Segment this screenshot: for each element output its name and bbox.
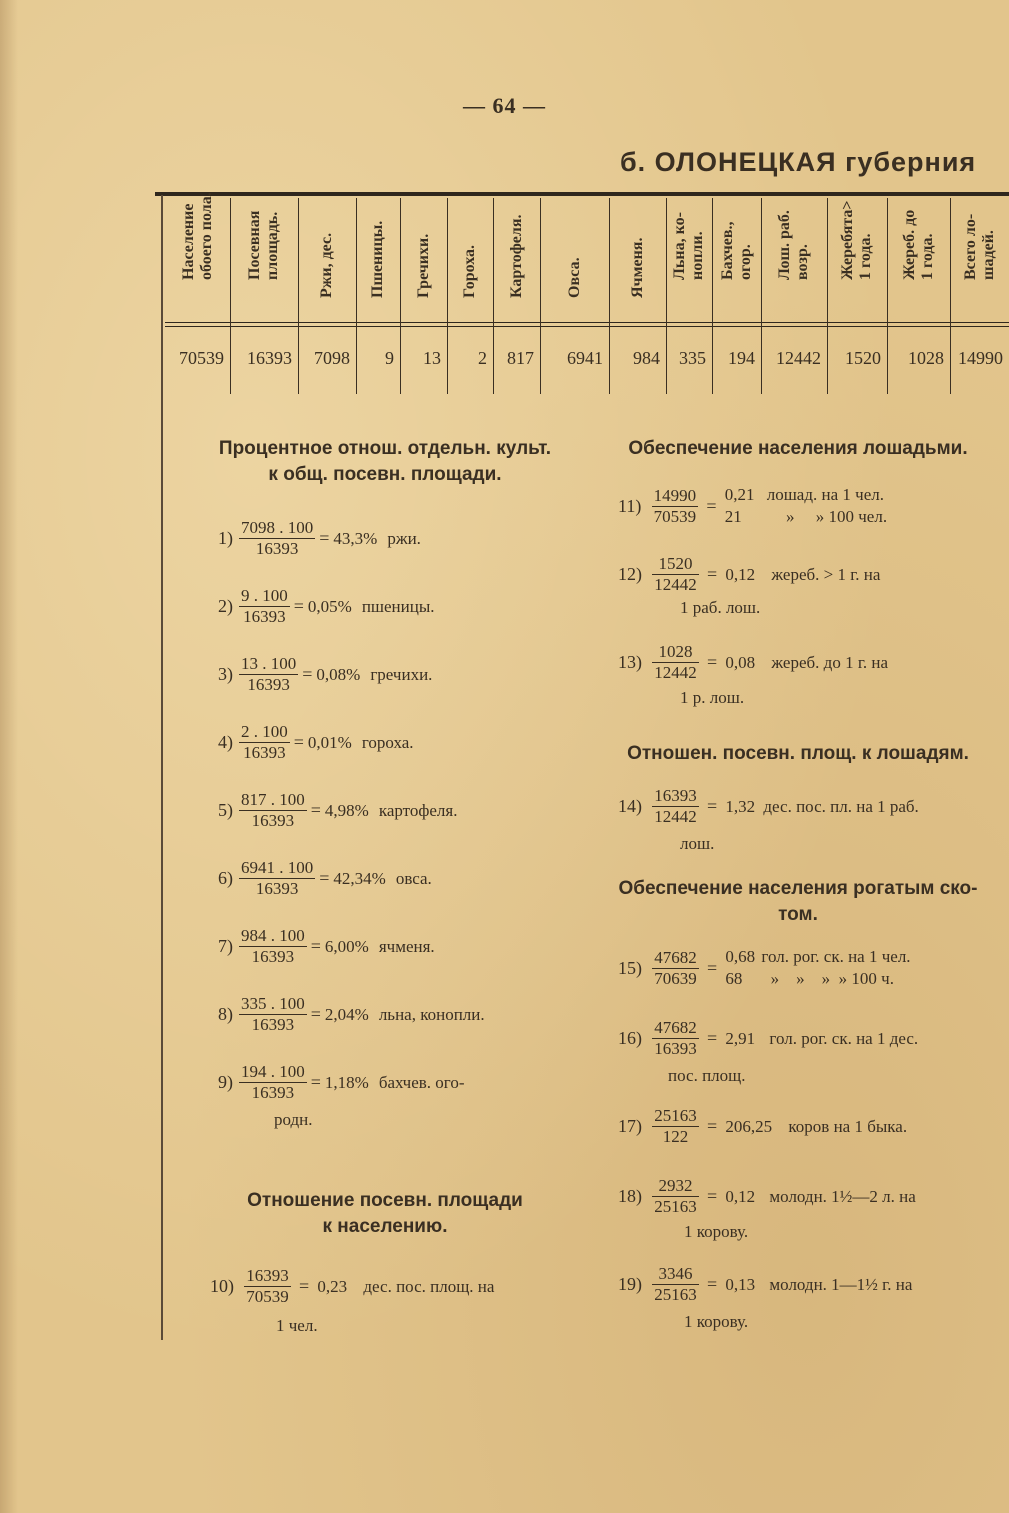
numerator: 335 . 100 — [241, 994, 305, 1013]
result: 0,13 — [725, 1274, 756, 1294]
result-text: молодн. 1½—2 л. на — [769, 1186, 916, 1206]
equals-sign: = — [302, 664, 313, 684]
denominator: 16393 — [251, 1015, 295, 1034]
result: 1,18% — [324, 1072, 369, 1092]
table-cell: 70539 — [179, 348, 224, 368]
formula-number: 11) — [618, 495, 642, 516]
binding-shadow — [0, 0, 18, 1513]
numerator: 817 . 100 — [241, 790, 305, 809]
formula-number: 4) — [218, 732, 233, 752]
result-pair — [725, 946, 910, 990]
fraction — [652, 1264, 699, 1305]
equals-sign: = — [707, 1116, 718, 1136]
column-divider — [827, 198, 828, 394]
formula-18-continuation: 1 корову. — [684, 1222, 749, 1241]
fraction — [652, 486, 699, 527]
formula-10-continuation: 1 чел. — [276, 1316, 318, 1335]
left-title-line-2: к общ. посевн. площади. — [268, 464, 502, 485]
column-header — [671, 200, 706, 318]
column-header — [961, 200, 997, 318]
right-title-3-line-2: том. — [778, 904, 818, 925]
result-text: гол. рог. ск. на 1 чел. — [761, 947, 911, 966]
column-header-label: Всего ло- шадей. — [961, 213, 997, 280]
result: 0,08 — [725, 652, 756, 672]
table-cell: 1520 — [845, 348, 881, 368]
page-left-rule — [161, 195, 163, 1340]
column-divider — [666, 198, 667, 394]
column-header — [561, 200, 589, 318]
denominator: 16393 — [243, 607, 286, 626]
fraction — [652, 642, 699, 683]
fraction — [239, 722, 290, 763]
numerator: 14990 — [653, 485, 697, 505]
formula-3 — [218, 654, 432, 695]
table-cell: 16393 — [247, 348, 292, 368]
result: 1,32 — [725, 796, 756, 816]
right-title-1: Обеспечение населения лошадьми. — [628, 438, 968, 459]
numerator: 13 . 100 — [241, 654, 297, 673]
column-header — [839, 200, 874, 318]
result-text: ржи. — [387, 528, 421, 548]
numerator: 984 . 100 — [241, 926, 305, 945]
numerator: 47682 — [654, 947, 697, 967]
result: 43,3% — [333, 528, 378, 548]
denominator: 16393 — [251, 947, 295, 966]
column-header-label: Население обоего пола. — [179, 192, 215, 280]
result: 0,23 — [317, 1276, 348, 1296]
column-divider — [230, 198, 231, 394]
denominator: 16393 — [243, 743, 286, 762]
result: 0,05% — [307, 596, 352, 616]
table-cell: 14990 — [958, 348, 1003, 368]
column-header-label: Лош. раб. возр. — [776, 210, 811, 280]
formula-12-continuation: 1 раб. лош. — [680, 598, 761, 617]
numerator: 3346 — [652, 1264, 699, 1285]
equals-sign: = — [293, 596, 304, 616]
formula-18 — [618, 1176, 916, 1217]
equals-sign: = — [319, 868, 330, 888]
result: 0,01% — [307, 732, 352, 752]
left-title-line-1: Процентное отнош. отдельн. культ. — [218, 438, 552, 459]
numerator: 47682 — [654, 1018, 697, 1037]
result-text: льна, конопли. — [378, 1004, 485, 1024]
column-header — [776, 200, 811, 318]
result-text: ячменя. — [378, 936, 435, 956]
column-header-label: Ржи, дес. — [318, 232, 335, 298]
formula-6 — [218, 858, 432, 899]
formula-number: 8) — [218, 1004, 233, 1024]
numerator: 9 . 100 — [241, 586, 288, 605]
formula-17 — [618, 1106, 907, 1147]
column-divider — [609, 198, 610, 394]
column-header — [718, 200, 754, 318]
result-text: коров на 1 быка. — [788, 1116, 908, 1136]
fraction — [239, 1062, 307, 1103]
formula-number: 12) — [618, 564, 642, 584]
equals-sign: = — [319, 528, 330, 548]
table-cell: 2 — [478, 348, 487, 368]
equals-sign: = — [310, 1072, 321, 1092]
column-header — [179, 192, 215, 318]
formula-4 — [218, 722, 414, 763]
table-cell: 7098 — [314, 348, 350, 368]
equals-sign: = — [707, 652, 718, 672]
fraction — [239, 858, 315, 899]
result-text: лошад. на 1 чел. — [766, 485, 884, 504]
formula-number: 2) — [218, 596, 233, 616]
denominator: 70539 — [246, 1287, 289, 1306]
formula-number: 15) — [618, 957, 642, 978]
column-header-label: Жереб. до 1 года. — [900, 209, 936, 280]
denominator: 12442 — [654, 663, 697, 682]
equals-sign: = — [293, 732, 304, 752]
numerator: 1028 — [652, 642, 699, 663]
formula-14-continuation: лош. — [680, 834, 715, 853]
equals-sign: = — [707, 1274, 718, 1294]
result-text: картофеля. — [378, 800, 458, 820]
formula-16 — [618, 1018, 918, 1059]
table-header-rule-2 — [165, 326, 1009, 327]
column-divider — [887, 198, 888, 394]
result-line-2 — [725, 968, 910, 990]
denominator: 122 — [662, 1127, 689, 1146]
result: 0,12 — [725, 1186, 756, 1206]
formula-number: 13) — [618, 652, 642, 672]
table-cell: 984 — [633, 348, 660, 368]
numerator: 6941 . 100 — [241, 858, 314, 877]
result: 2,91 — [725, 1028, 756, 1048]
formula-9-continuation: родн. — [274, 1110, 313, 1129]
column-header — [624, 200, 652, 318]
result-text: » » 100 чел. — [785, 507, 888, 526]
column-header — [900, 200, 936, 318]
formula-9 — [218, 1062, 465, 1103]
fraction — [652, 1106, 699, 1147]
fraction — [652, 554, 699, 595]
denominator: 70539 — [653, 506, 697, 526]
column-header-label: Картофеля. — [507, 214, 525, 298]
denominator: 16393 — [247, 675, 290, 694]
fraction — [239, 994, 307, 1035]
column-header-label: Жеребята> 1 года. — [839, 200, 874, 280]
formula-5 — [218, 790, 457, 831]
result-text: молодн. 1—1½ г. на — [769, 1274, 913, 1294]
result-line-2 — [725, 506, 887, 528]
numerator: 1520 — [652, 554, 699, 575]
column-divider — [712, 198, 713, 394]
table-cell: 1028 — [908, 348, 944, 368]
fraction — [652, 786, 699, 827]
table-cell: 194 — [728, 348, 755, 368]
denominator: 16393 — [251, 811, 295, 830]
denominator: 16393 — [654, 1039, 697, 1058]
formula-10 — [210, 1266, 494, 1307]
column-header-label: Бахчев., огор. — [718, 221, 754, 280]
column-header-label: Гречихи. — [414, 233, 432, 298]
page-number: — 64 — — [463, 93, 546, 118]
formula-number: 3) — [218, 664, 233, 684]
result-text: жереб. до 1 г. на — [771, 652, 889, 672]
column-divider — [540, 198, 541, 394]
result: 2,04% — [324, 1004, 369, 1024]
column-header-label: Овса. — [565, 257, 583, 298]
fraction — [239, 518, 315, 559]
result-pair — [725, 484, 887, 528]
equals-sign: = — [707, 564, 718, 584]
denominator: 70639 — [654, 968, 697, 988]
equals-sign: = — [707, 796, 718, 816]
denominator: 12442 — [654, 575, 697, 594]
formula-number: 18) — [618, 1186, 642, 1206]
result-line-1 — [725, 946, 910, 968]
denominator: 16393 — [255, 539, 299, 558]
left-title-2 — [180, 1188, 590, 1240]
formula-14 — [618, 786, 919, 827]
equals-sign: = — [310, 936, 321, 956]
formula-8 — [218, 994, 485, 1035]
formula-7 — [218, 926, 435, 967]
result-line-1 — [725, 484, 887, 506]
column-header — [456, 200, 484, 318]
right-title-3 — [604, 876, 992, 928]
formula-19-continuation: 1 корову. — [684, 1312, 749, 1331]
column-header-label: Льна, ко- нопли. — [671, 212, 706, 280]
result: 0,08% — [316, 664, 361, 684]
result: 42,34% — [333, 868, 386, 888]
formula-2 — [218, 586, 435, 627]
right-title-3-line-1: Обеспечение населения рогатым ско- — [618, 878, 978, 899]
result-text: овса. — [395, 868, 432, 888]
formula-1 — [218, 518, 421, 559]
equals-sign: = — [707, 957, 718, 978]
result: 21 — [724, 507, 742, 526]
fraction — [652, 1176, 699, 1217]
formula-number: 1) — [218, 528, 233, 548]
result-text: дес. пос. пл. на 1 раб. — [763, 796, 919, 816]
fraction — [239, 654, 298, 695]
fraction — [239, 926, 307, 967]
column-divider — [447, 198, 448, 394]
result-text: гороха. — [361, 732, 414, 752]
column-header — [246, 200, 281, 318]
column-divider — [493, 198, 494, 394]
formula-number: 6) — [218, 868, 233, 888]
formula-number: 7) — [218, 936, 233, 956]
fraction — [244, 1266, 291, 1307]
column-divider — [950, 198, 951, 394]
left-title — [180, 436, 590, 488]
result: 206,25 — [725, 1116, 773, 1136]
formula-12 — [618, 554, 880, 595]
column-header — [410, 200, 438, 318]
result: 0,12 — [725, 564, 756, 584]
equals-sign: = — [310, 1004, 321, 1024]
formula-16-continuation: пос. площ. — [668, 1066, 746, 1085]
formula-13-continuation: 1 р. лош. — [680, 688, 745, 707]
result: 0,68 — [725, 947, 756, 966]
right-title-2: Отношен. посевн. площ. к лошадям. — [627, 743, 969, 764]
table-cell: 6941 — [567, 348, 603, 368]
denominator: 16393 — [255, 879, 299, 898]
result: 0,21 — [724, 485, 755, 504]
formula-19 — [618, 1264, 912, 1305]
formula-number: 16) — [618, 1028, 642, 1048]
formula-number: 5) — [218, 800, 233, 820]
table-top-rule — [155, 192, 1009, 196]
result: 6,00% — [324, 936, 369, 956]
result: 68 — [725, 969, 743, 988]
denominator: 12442 — [654, 807, 697, 826]
equals-sign: = — [707, 1028, 718, 1048]
formula-number: 9) — [218, 1072, 233, 1092]
fraction — [652, 1018, 699, 1059]
left-title-2-line-2: к населению. — [322, 1216, 448, 1237]
table-cell: 817 — [507, 348, 534, 368]
result-text: жереб. > 1 г. на — [771, 564, 881, 584]
denominator: 25163 — [654, 1285, 697, 1304]
formula-13 — [618, 642, 888, 683]
formula-15 — [618, 946, 911, 990]
column-divider — [400, 198, 401, 394]
formula-number: 17) — [618, 1116, 642, 1136]
numerator: 2932 — [652, 1176, 699, 1197]
column-header-label: Гороха. — [461, 244, 478, 298]
column-header-label: Ячменя. — [628, 237, 646, 298]
column-divider — [761, 198, 762, 394]
formula-number: 14) — [618, 796, 642, 816]
table-cell: 12442 — [776, 348, 821, 368]
numerator: 16393 — [654, 786, 697, 805]
equals-sign: = — [707, 1186, 718, 1206]
result-text: гол. рог. ск. на 1 дес. — [769, 1028, 919, 1048]
table-header-rule — [165, 322, 1009, 323]
column-header — [503, 200, 531, 318]
column-header-label: Посевная площадь. — [246, 210, 281, 280]
table-cell: 9 — [385, 348, 394, 368]
fraction — [239, 586, 290, 627]
result-text: дес. пос. площ. на — [363, 1276, 495, 1296]
fraction — [652, 948, 699, 989]
result-text: бахчев. ого- — [378, 1072, 465, 1092]
equals-sign: = — [706, 495, 717, 516]
equals-sign: = — [299, 1276, 310, 1296]
result-text: гречихи. — [370, 664, 433, 684]
column-header-label: Пшеницы. — [369, 220, 386, 298]
numerator: 2 . 100 — [241, 722, 288, 741]
fraction — [239, 790, 307, 831]
equals-sign: = — [310, 800, 321, 820]
denominator: 16393 — [251, 1083, 295, 1102]
column-header — [313, 200, 341, 318]
numerator: 25163 — [654, 1106, 697, 1125]
result: 4,98% — [324, 800, 369, 820]
column-divider — [298, 198, 299, 394]
numerator: 194 . 100 — [241, 1062, 305, 1081]
left-title-2-line-1: Отношение посевн. площади — [247, 1190, 523, 1211]
section-heading: б. ОЛОНЕЦКАЯ губерния — [620, 147, 977, 177]
table-cell: 13 — [423, 348, 441, 368]
column-header — [364, 200, 392, 318]
result-text: » » » » 100 ч. — [770, 969, 894, 988]
formula-number: 19) — [618, 1274, 642, 1294]
column-divider — [356, 198, 357, 394]
denominator: 25163 — [654, 1197, 697, 1216]
numerator: 7098 . 100 — [241, 518, 314, 537]
result-text: пшеницы. — [361, 596, 435, 616]
formula-11 — [618, 484, 887, 528]
table-cell: 335 — [679, 348, 706, 368]
numerator: 16393 — [246, 1266, 289, 1285]
formula-number: 10) — [210, 1276, 234, 1296]
